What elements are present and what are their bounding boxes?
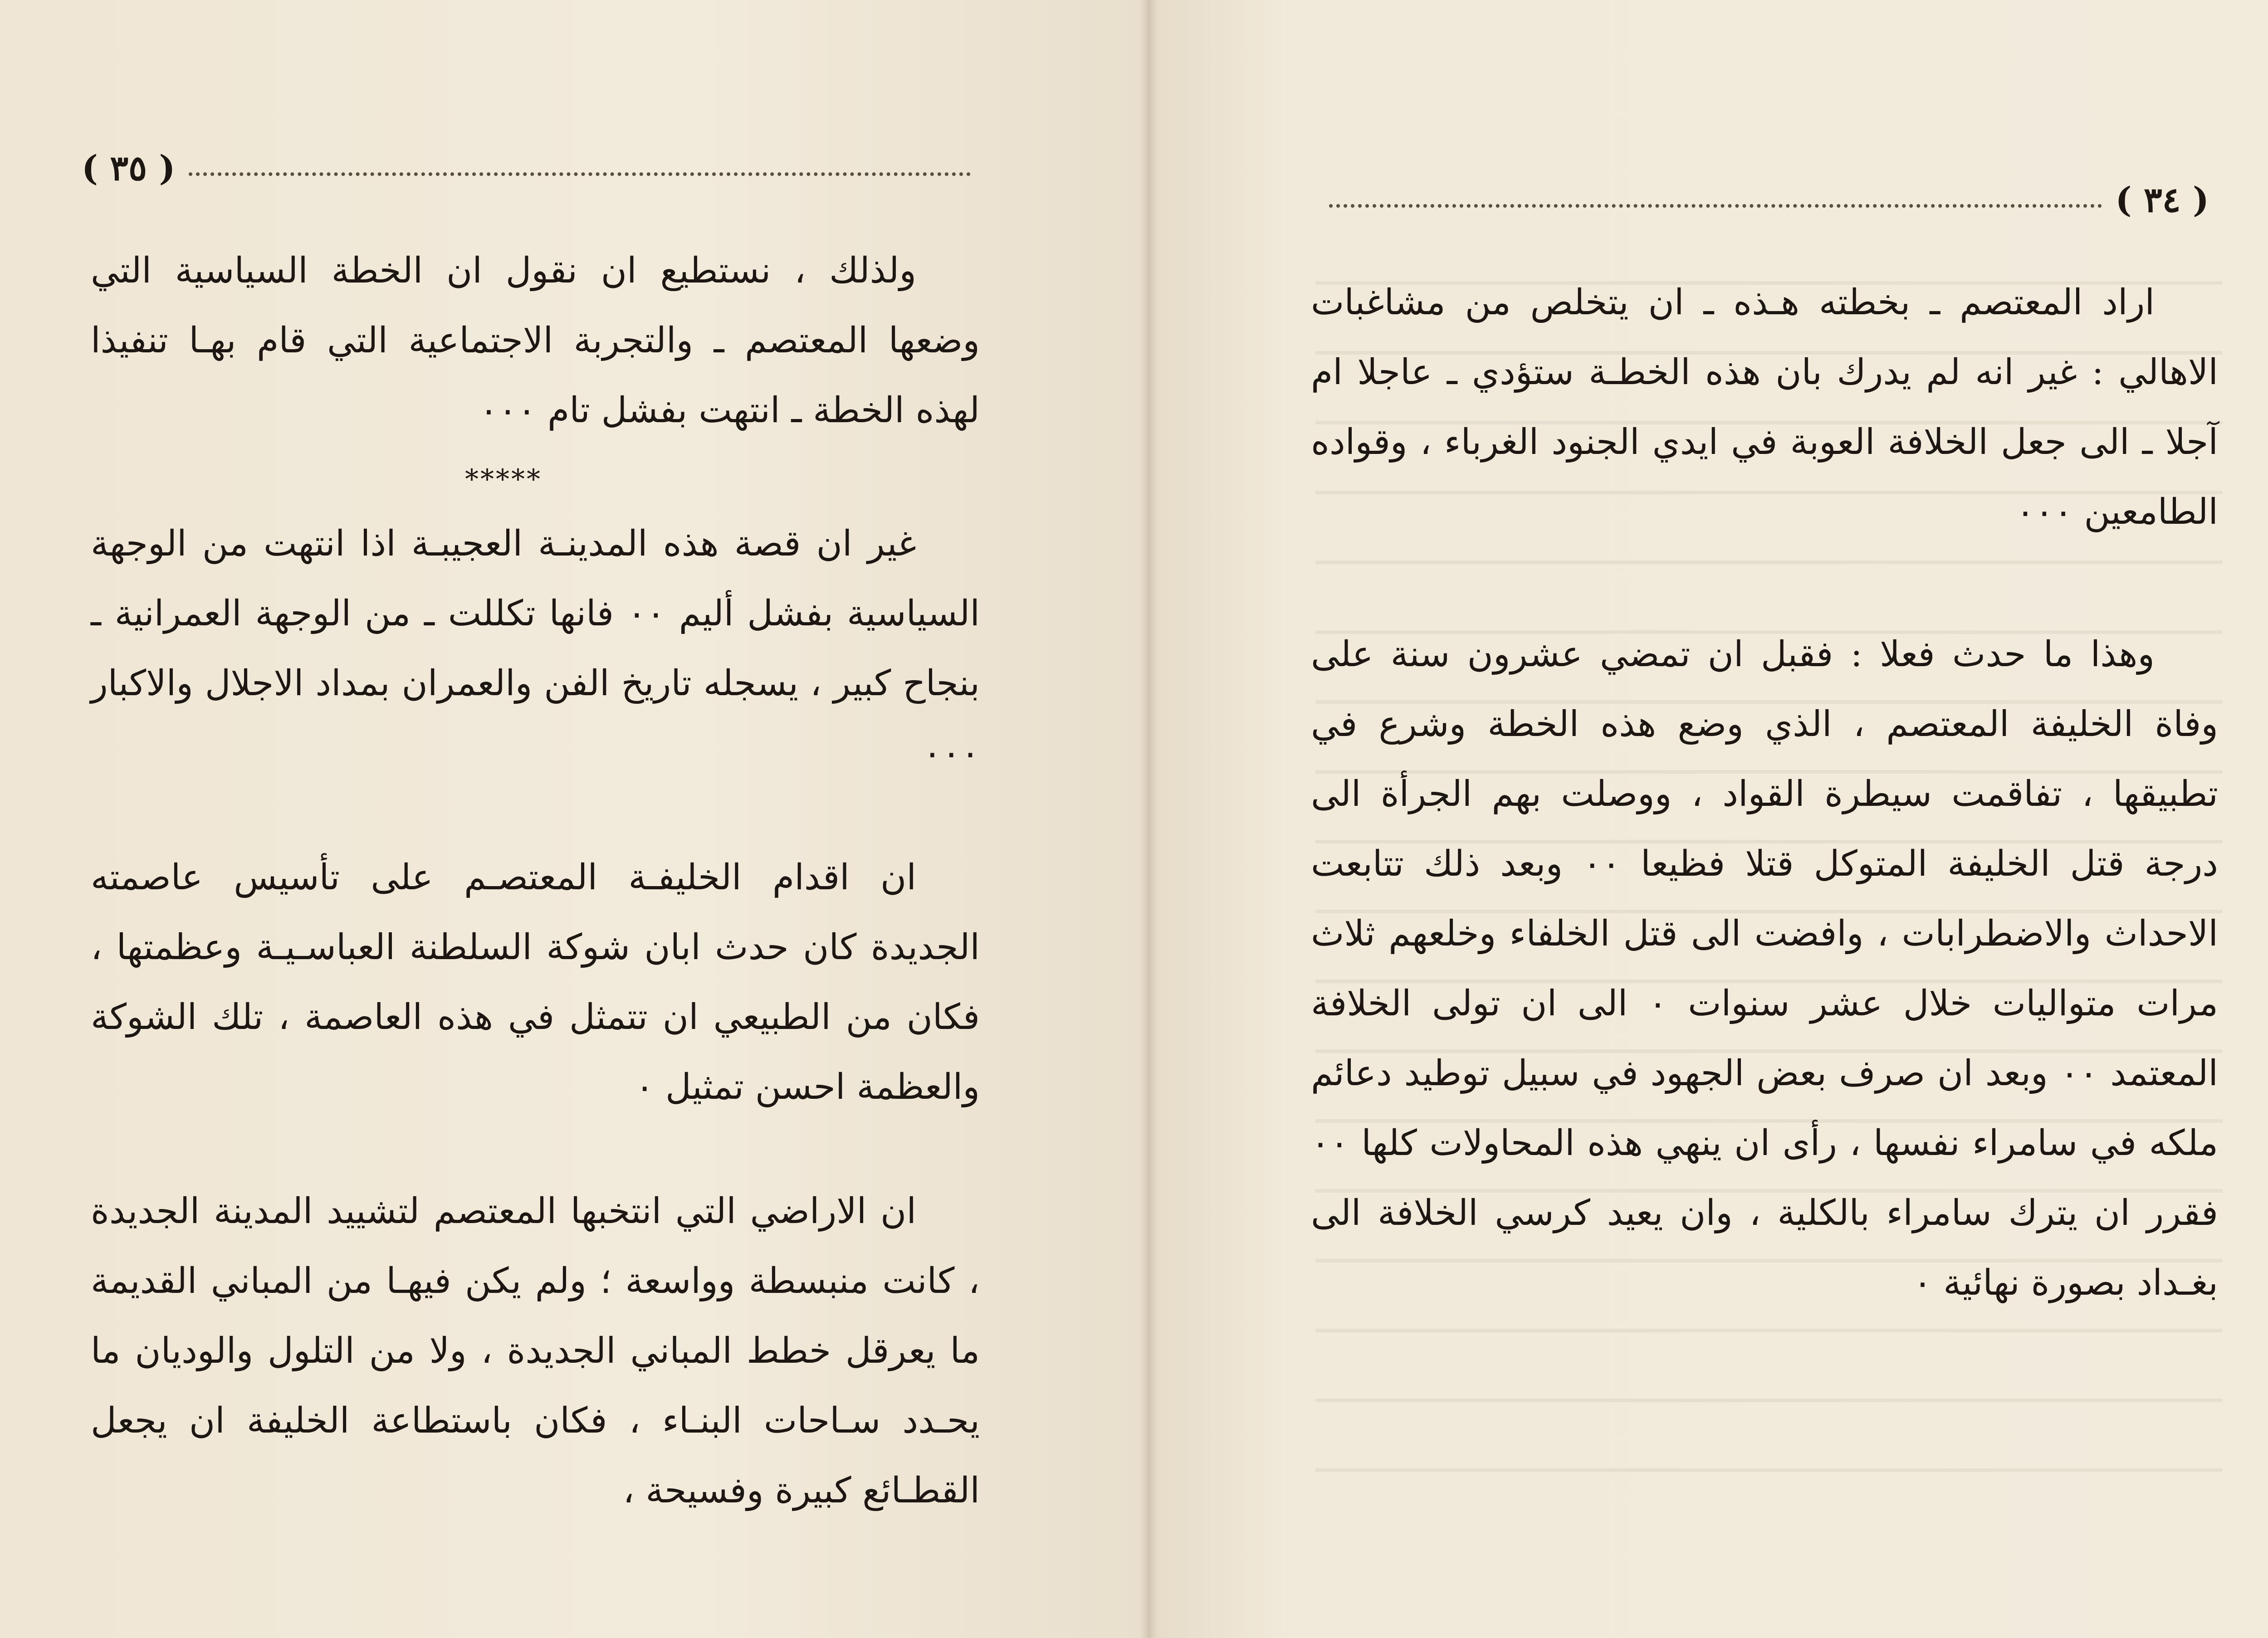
paragraph: ان اقدام الخليفـة المعتصـم على تأسيس عاصمته الجديدة كان حدث ابان شوكة السلطنة العباسـيـة وعظمتها ، فكان من الطبيعي ان تتمثل في هذه العاصمة ، تلك الشوكة والعظمة احسن تمثيل ٠: [91, 857, 980, 1107]
paragraph: وهذا ما حدث فعلا : فقبل ان تمضي عشرون سنة على وفاة الخليفة المعتصم ، الذي وضع هذه الخطة وشرع في تطبيقها ، تفاقمت سيطرة القواد ، ووصلت بهم الجرأة الى درجة قتل الخليفة المتوكل قتلا فظيعا ٠٠ وبعد ذلك تتابعت الاحداث والاضطرابات ، وافضت الى قتل الخلفاء وخلعهم ثلاث مرات متواليات خلال عشر سنوات ٠ الى ان تولى الخلافة المعتمد ٠٠ وبعد ان صرف بعض الجهود في سبيل توطيد دعائم ملكه في سامراء نفسها ، رأى ان ينهي هذه المحاولات كلها ٠٠ فقرر ان يترك سامراء بالكلية ، وان يعيد كرسي الخلافة الى بغـداد بصورة نهائية ٠: [1311, 634, 2218, 1303]
book-gutter: [1139, 0, 1158, 1638]
paragraph: ولذلك ، نستطيع ان نقول ان الخطة السياسية التي وضعها المعتصم ـ والتجربة الاجتماعية التي قام بهـا تنفيذا لهذه الخطة ـ انتهت بفشل تام ٠٠٠: [91, 250, 980, 431]
paragraph-gap: [91, 788, 980, 843]
right-page-header: [1315, 172, 2209, 227]
paragraph: ان الاراضي التي انتخبها المعتصم لتشييد المدينة الجديدة ، كانت منبسطة وواسعة ؛ ولم يكن فيهـا من المباني القديمة ما يعرقل خطط المباني الجديدة ، ولا من التلول والوديان ما يحـدد سـاحات البنـاء ، فكان باستطاعة الخليفة ان يجعل القطـائع كبيرة وفسيحة ،: [91, 1191, 980, 1511]
left-page-number: ( ٣٥ ): [82, 147, 176, 188]
right-page-number: ( ٣٤ ): [2115, 179, 2209, 220]
right-page-text: [1311, 268, 2218, 1318]
header-dotted-rule: [189, 172, 971, 176]
paragraph-gap: [91, 1122, 980, 1176]
section-separator: *****: [465, 463, 542, 495]
left-page-header: [82, 141, 984, 195]
left-page-text: [91, 236, 980, 1526]
paragraph: اراد المعتصم ـ بخطته هـذه ـ ان يتخلص من مشاغبات الاهالي : غير انه لم يدرك بان هذه الخطـة ستؤدي ـ عاجلا ام آجلا ـ الى جعل الخلافة العوبة في ايدي الجنود الغرباء ، وقواده الطامعين ٠٠٠: [1311, 282, 2218, 532]
paragraph: غير ان قصة هذه المدينـة العجيبـة اذا انتهت من الوجهة السياسية بفشل أليم ٠٠ فانها تكللت ـ من الوجهة العمرانية ـ بنجاح كبير ، يسجله تاريخ الفن والعمران بمداد الاجلال والاكبار ٠٠٠: [91, 523, 980, 774]
paragraph-gap: [1311, 547, 2218, 619]
header-dotted-rule: [1329, 204, 2102, 208]
